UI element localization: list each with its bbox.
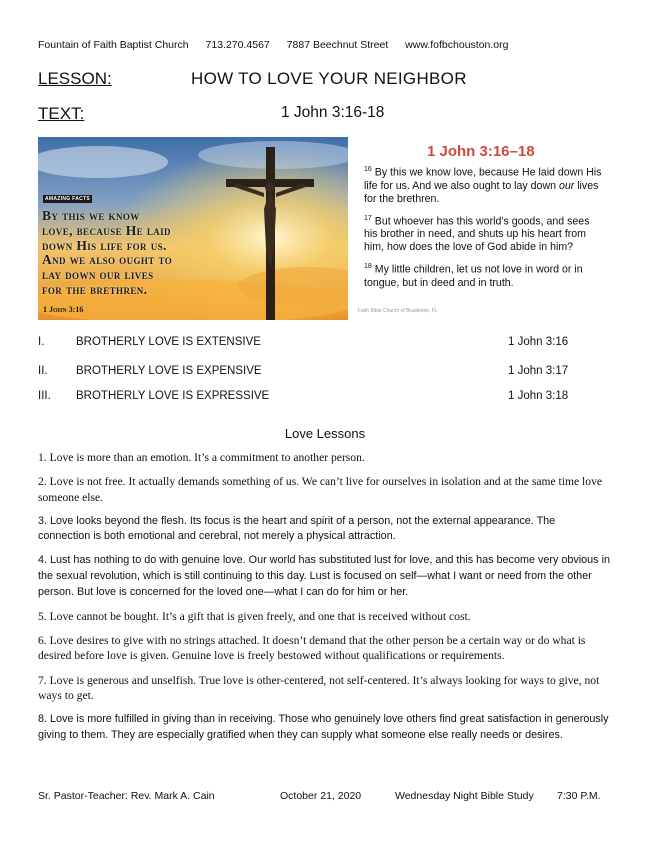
banner-quote (42, 209, 282, 298)
footer-date: October 21, 2020 (280, 790, 362, 802)
verse-number: 16 (364, 166, 372, 173)
verse-18 (364, 260, 604, 290)
church-header (38, 39, 522, 51)
lesson-item: 3. Love looks beyond the flesh. Its focus is the heart and spirit of a person, not the external appearance. The connection is both emotional and cerebral, not merely a physical attraction. (38, 514, 556, 543)
outline-text: BROTHERLY LOVE IS EXPRESSIVE (76, 390, 270, 402)
church-website[interactable]: www.fofbchouston.org (405, 39, 509, 51)
outline-number: II. (38, 365, 48, 377)
scripture-title: 1 John 3:16–18 (427, 143, 535, 160)
outline-text: BROTHERLY LOVE IS EXPENSIVE (76, 365, 262, 377)
church-name: Fountain of Faith Baptist Church (38, 39, 189, 51)
image-credit: Faith Bible Church of Bradenton, FL (358, 308, 438, 314)
verse-text: My little children, let us not love in word or in tongue, but in deed and in truth. (364, 263, 583, 289)
footer-teacher: Sr. Pastor-Teacher: Rev. Mark A. Cain (38, 790, 215, 802)
lesson-title: HOW TO LOVE YOUR NEIGHBOR (191, 69, 467, 88)
outline-text: BROTHERLY LOVE IS EXTENSIVE (76, 336, 261, 348)
banner-quote-line: And we also ought to (42, 252, 173, 268)
lesson-item: 8. Love is more fulfilled in giving than in receiving. Those who genuinely love others find great satisfaction in generously giving to them. They are especially gratified when they can supply what someone else really needs or desires. (38, 713, 609, 741)
lesson-item: 1. Love is more than an emotion. It’s a commitment to another person. (38, 451, 365, 464)
banner-reference: 1 John 3:16 (43, 305, 84, 314)
banner-quote-line: down His life for us. (42, 237, 167, 253)
banner-quote-line: for the brethren. (42, 281, 148, 297)
verse-16 (364, 163, 604, 206)
church-phone: 713.270.4567 (205, 39, 270, 51)
text-reference: 1 John 3:16-18 (281, 104, 385, 121)
verse-number: 18 (364, 263, 372, 271)
outline-number: I. (38, 336, 45, 348)
verse-text: By this we know love, because He laid down His life for us. And we also ought to lay down (364, 166, 602, 192)
text-label: TEXT: (38, 104, 85, 123)
amazing-facts-logo: AMAZING FACTS (45, 196, 91, 202)
banner-quote-line: love, because He laid (42, 222, 171, 238)
outline-reference: 1 John 3:18 (508, 390, 569, 402)
lesson-item: 5. Love cannot be bought. It’s a gift that is given freely, and one that is received without cost. (38, 609, 471, 623)
outline-reference: 1 John 3:17 (508, 365, 569, 377)
outline-item (38, 390, 618, 406)
outline-item (38, 365, 618, 381)
church-address: 7887 Beechnut Street (286, 39, 389, 51)
outline-reference: 1 John 3:16 (508, 336, 569, 348)
footer-time: 7:30 P.M. (557, 790, 601, 802)
scripture-banner-image (38, 137, 348, 320)
lesson-item: 2. Love is not free. It actually demands something of us. We can’t live for ourselves in isolation and at the same time love someone else. (38, 475, 603, 504)
lesson-item: 7. Love is generous and unselfish. True love is other-centered, not self-centered. It’s always looking for ways to give, not ways to get. (38, 673, 600, 703)
lesson-item: 6. Love desires to give with no strings attached. It doesn’t demand that the other person be a certain way or do what is desired before love is given. Genuine love is freely bestowed without qualifications or requirements. (38, 633, 586, 663)
verse-emphasis: our (558, 179, 575, 192)
verse-number: 17 (364, 214, 372, 222)
banner-quote-line: lay down our lives (42, 267, 154, 283)
footer-event: Wednesday Night Bible Study (395, 790, 534, 802)
love-lessons-title: Love Lessons (284, 426, 366, 441)
verse-17 (364, 212, 604, 255)
outline-item (38, 336, 618, 352)
banner-quote-line: By this we know (42, 208, 140, 223)
verse-text: lives for the brethren. (364, 179, 599, 205)
lesson-label: LESSON: (38, 69, 112, 88)
verse-text: But whoever has this world’s goods, and sees his brother in need, and shuts up his heart from him, how does the love of God abide in him? (364, 215, 590, 254)
footer (38, 790, 618, 804)
love-lessons-list (38, 450, 610, 752)
lesson-item: 4. Lust has nothing to do with genuine love. Our world has substituted lust for love, and this has become very obvious in the sexual revolution, which is still continuing to this day. Lust is focused on self—what I want or need from the other person. But love is concerned for the loved one—what I can do for him or her. (38, 554, 610, 598)
scripture-passage (364, 163, 604, 296)
outline-number: III. (38, 390, 51, 402)
